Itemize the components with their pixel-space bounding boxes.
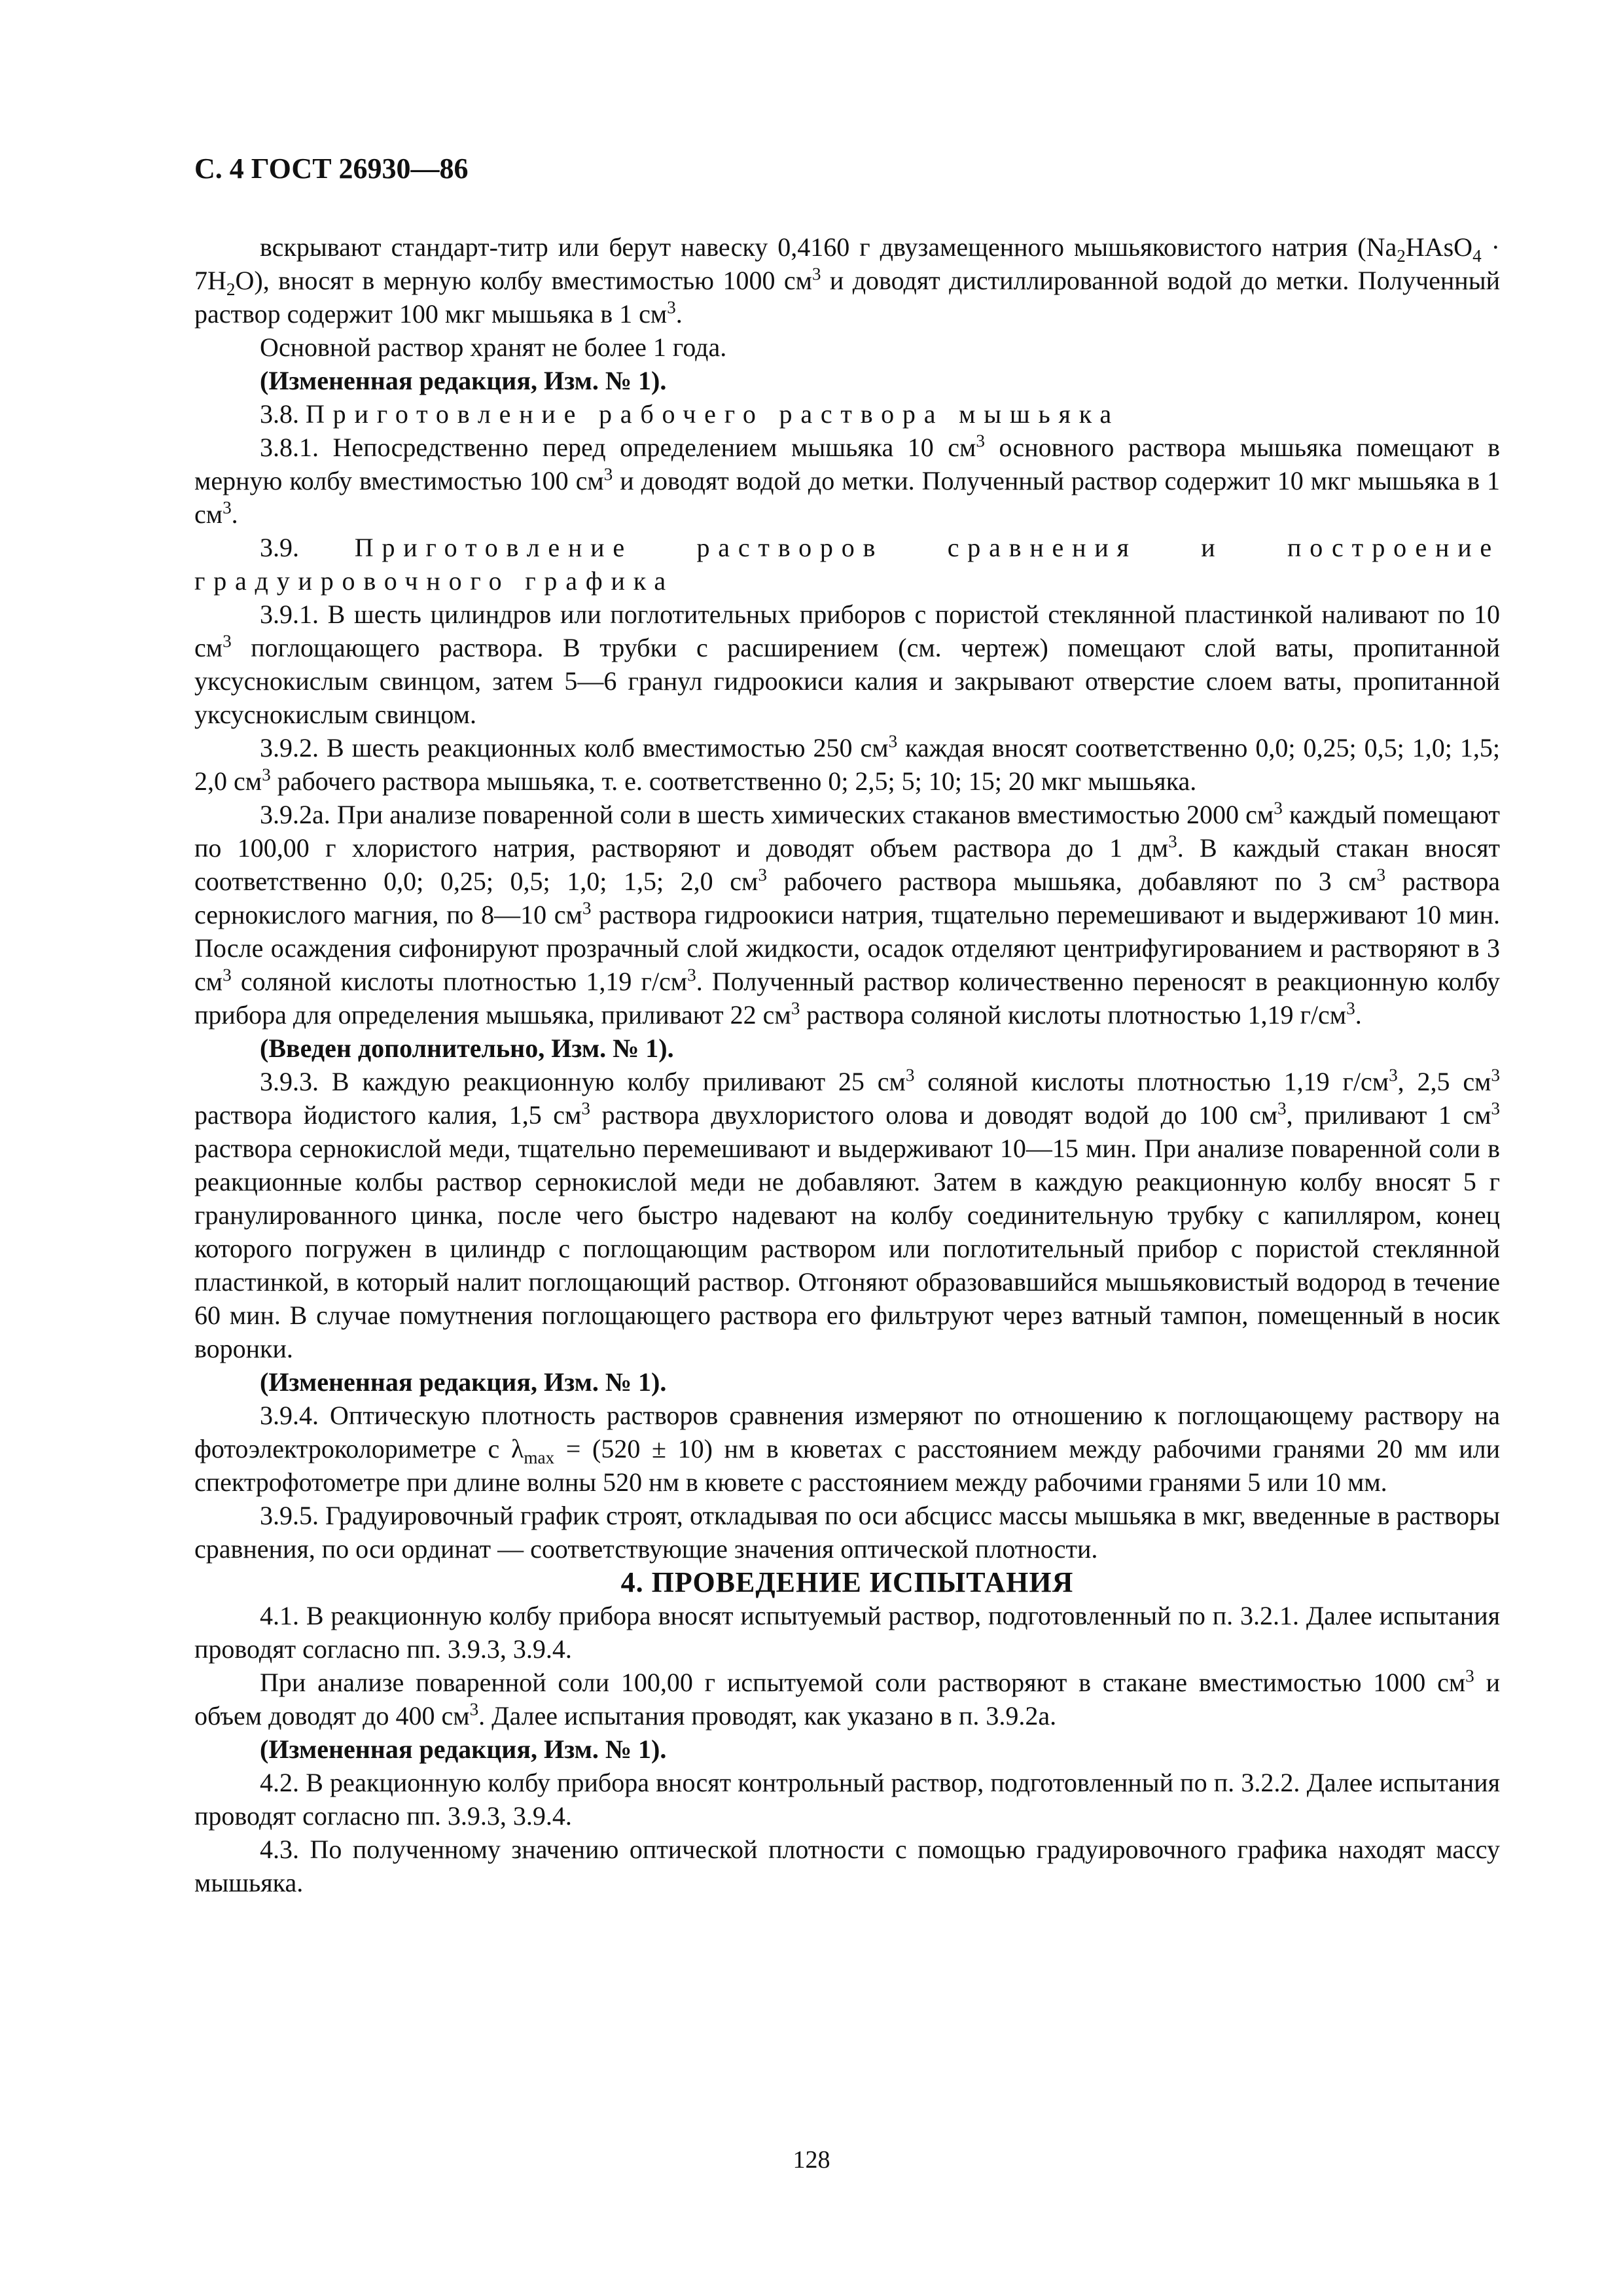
paragraph-3-9-5: 3.9.5. Градуировочный график строят, откладывая по оси абсцисс массы мышьяка в мкг, введенные в растворы сравнения, по оси ординат — соответствующие значения оптической плотности. <box>194 1501 1500 1564</box>
paragraph-4-2: 4.2. В реакционную колбу прибора вносят контрольный раствор, подготовленный по п. 3.2.2. Далее испытания проводят согласно пп. 3.9.3, 3.9.4. <box>194 1768 1500 1831</box>
paragraph-standard-solution: вскрывают стандарт-титр или берут навеску 0,4160 г двузамещенного мышьяковистого натрия $(Na_2HAsO_4 \cdot 7H_2O)$, вносят в мерную колбу вместимостью 1000 $см^3$ и доводят дистиллированной водой до метки. Полученный раствор содержит 100 мкг мышьяка в 1 $см^3$. <box>194 232 1500 329</box>
paragraph-4-1-salt: При анализе поваренной соли 100,00 г испытуемой соли растворяют в стакане вместимостью 1000 $см^3$ и объем доводят до 400 $см^3$. Далее испытания проводят, как указано в п. 3.9.2а. <box>194 1666 1500 1731</box>
paragraph-3-9-2: 3.9.2. В шесть реакционных колб вместимостью 250 $см^3$ каждая вносят соответственно 0,0; 0,25; 0,5; 1,0; 1,5; 2,0 $см^3$ рабочего раствора мышьяка, т. е. соответственно 0; 2,5; 5; 10; 15; 20 мкг мышьяка. <box>194 731 1501 796</box>
paragraph-3-9-4: 3.9.4. Оптическую плотность растворов сравнения измеряют по отношению к поглощающему раствору на фотоэлектроколориметре с $\lambda_{max} = (520 \pm 10)$ нм в кюветах с расстоянием между рабочими гранями 20 мм или спектрофотометре при длине волны 520 нм в кювете с расстоянием между рабочими гранями 5 или 10 мм. <box>194 1401 1500 1497</box>
section-heading-4: 4. ПРОВЕДЕНИЕ ИСПЫТАНИЯ <box>620 1566 1074 1598</box>
paragraph-3-8-1: 3.8.1. Непосредственно перед определением мышьяка 10 $см^3$ основного раствора мышьяка помещают в мерную колбу вместимостью 100 $см^3$ и доводят водой до метки. Полученный раствор содержит 10 мкг мышьяка в 1 $см^3$. <box>194 431 1500 529</box>
amendment-note: (Измененная редакция, Изм. № 1). <box>260 1734 667 1764</box>
paragraph-3-9-3: 3.9.3. В каждую реакционную колбу приливают 25 $см^3$ соляной кислоты плотностью 1,19 $г/см^3$, 2,5 $см^3$ раствора йодистого калия, 1,5 $см^3$ раствора двухлористого олова и доводят водой до 100 $см^3$, приливают 1 $см^3$ раствора сернокислой меди, тщательно перемешивают и выдерживают 10—15 мин. При анализе поваренной соли в реакционные колбы раствор сернокислой меди не добавляют. Затем в каждую реакционную колбу вносят 5 г гранулированного цинка, после чего быстро надевают на колбу соединительную трубку с капилляром, конец которого погружен в цилиндр с поглощающим раствором или поглотительный прибор с пористой стеклянной пластинкой, в который налит поглощающий раствор. Отгоняют образовавшийся мышьяковистый водород в течение 60 мин. В случае помутнения поглощающего раствора его фильтруют через ватный тампон, помещенный в носик воронки. <box>194 1065 1501 1363</box>
paragraph-storage: Основной раствор хранят не более 1 года. <box>260 332 727 362</box>
paragraph-4-3: 4.3. По полученному значению оптической плотности с помощью градуировочного графика находят массу мышьяка. <box>194 1835 1500 1897</box>
paragraph-4-1: 4.1. В реакционную колбу прибора вносят испытуемый раствор, подготовленный по п. 3.2.1. Далее испытания проводят согласно пп. 3.9.3, 3.9.4. <box>194 1601 1500 1664</box>
section-heading-3-9: 3.9. Приготовление растворов сравнения и построение градуировочного графика <box>194 533 1500 596</box>
paragraph-3-9-2a: 3.9.2а. При анализе поваренной соли в шесть химических стаканов вместимостью 2000 $см^3$ каждый помещают по 100,00 г хлористого натрия, растворяют и доводят объем раствора до 1 $дм^3$. В каждый стакан вносят соответственно 0,0; 0,25; 0,5; 1,0; 1,5; 2,0 $см^3$ рабочего раствора мышьяка, добавляют по 3 $см^3$ раствора сернокислого магния, по 8—10 $см^3$ раствора гидроокиси натрия, тщательно перемешивают и выдерживают 10 мин. После осаждения сифонируют прозрачный слой жидкости, осадок отделяют центрифугированием и растворяют в 3 $см^3$ соляной кислоты плотностью 1,19 $г/см^3$. Полученный раствор количественно переносят в реакционную колбу прибора для определения мышьяка, приливают 22 $см^3$ раствора соляной кислоты плотностью 1,19 $г/см^3$. <box>194 798 1501 1030</box>
section-heading-3-8: 3.8. Приготовление рабочего раствора мышьяка <box>260 399 1120 429</box>
added-note: (Введен дополнительно, Изм. № 1). <box>260 1033 674 1063</box>
amendment-note: (Измененная редакция, Изм. № 1). <box>260 1367 667 1397</box>
page-header: С. 4 ГОСТ 26930—86 <box>194 152 469 185</box>
document-body <box>194 230 1500 1899</box>
page-number: 128 <box>793 2146 830 2174</box>
paragraph-3-9-1: 3.9.1. В шесть цилиндров или поглотительных приборов с пористой стеклянной пластинкой наливают по 10 $см^3$ поглощающего раствора. В трубки с расширением (см. чертеж) помещают слой ваты, пропитанной уксуснокислым свинцом, затем 5—6 гранул гидроокиси калия и закрывают отверстие слоем ваты, пропитанной уксуснокислым свинцом. <box>194 600 1500 729</box>
amendment-note: (Измененная редакция, Изм. № 1). <box>260 366 667 395</box>
